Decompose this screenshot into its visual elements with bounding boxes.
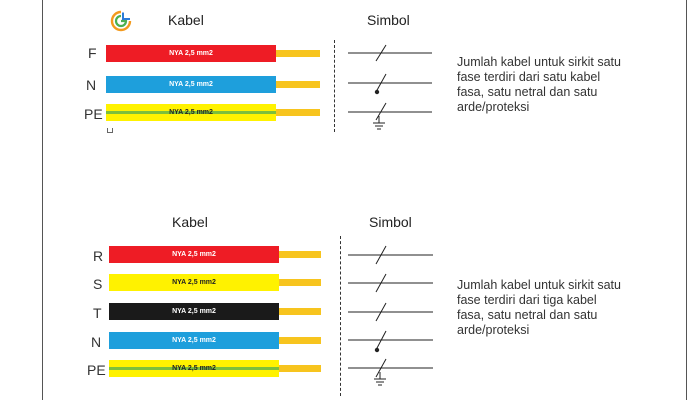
cable-n xyxy=(109,332,279,349)
cable-pe xyxy=(109,360,279,377)
neutral-symbol xyxy=(348,331,433,352)
divider-dashed xyxy=(340,236,341,396)
cable-tail xyxy=(276,109,320,116)
row-label-pe: PE xyxy=(84,106,103,122)
cable-t xyxy=(109,303,279,320)
cable-label: NYA 2,5 mm2 xyxy=(172,337,216,344)
neutral-symbol xyxy=(348,74,432,94)
cable-tail xyxy=(279,337,321,344)
ground-symbol xyxy=(348,103,432,129)
phase-symbol-t xyxy=(348,303,433,321)
cable-tail xyxy=(276,50,320,57)
cable-s xyxy=(109,274,279,291)
cable-label: NYA 2,5 mm2 xyxy=(172,365,216,372)
row-label-n: N xyxy=(86,77,97,93)
ground-symbol xyxy=(348,359,433,385)
simbol-heading: Simbol xyxy=(367,12,410,28)
row-label-r: R xyxy=(93,248,104,264)
divider-dashed xyxy=(334,40,335,132)
frame-left-line xyxy=(42,0,43,400)
description-text: Jumlah kabel untuk sirkit satu fase terdiri dari tiga kabel fasa, satu netral dan satu arde/proteksi xyxy=(457,278,621,337)
cable-label: NYA 2,5 mm2 xyxy=(172,308,216,315)
cable-tail xyxy=(279,365,321,372)
simbol-heading: Simbol xyxy=(369,214,412,230)
cable-tail xyxy=(276,81,320,88)
row-label-pe: PE xyxy=(87,362,106,378)
phase-symbol-s xyxy=(348,274,433,292)
phase-symbol-r xyxy=(348,246,433,264)
row-label-f: F xyxy=(88,45,97,61)
frame-right-line xyxy=(686,0,687,400)
cable-label: NYA 2,5 mm2 xyxy=(169,50,213,57)
logo-icon xyxy=(110,10,132,32)
corner-mark xyxy=(107,128,113,133)
cable-r xyxy=(109,246,279,263)
cable-tail xyxy=(279,279,321,286)
symbol-column xyxy=(345,40,435,135)
cable-f xyxy=(106,45,276,62)
row-label-s: S xyxy=(93,276,103,292)
cable-n xyxy=(106,76,276,93)
symbol-column xyxy=(345,240,440,390)
cable-pe xyxy=(106,104,276,121)
row-label-t: T xyxy=(93,305,102,321)
phase-symbol xyxy=(348,45,432,61)
description-text: Jumlah kabel untuk sirkit satu fase terdiri dari satu kabel fasa, satu netral dan satu arde/proteksi xyxy=(457,55,621,114)
cable-label: NYA 2,5 mm2 xyxy=(172,251,216,258)
row-label-n: N xyxy=(91,334,102,350)
cable-tail xyxy=(279,251,321,258)
cable-label: NYA 2,5 mm2 xyxy=(169,81,213,88)
kabel-heading: Kabel xyxy=(168,12,204,28)
cable-label: NYA 2,5 mm2 xyxy=(169,109,213,116)
cable-label: NYA 2,5 mm2 xyxy=(172,279,216,286)
cable-tail xyxy=(279,308,321,315)
kabel-heading: Kabel xyxy=(172,214,208,230)
